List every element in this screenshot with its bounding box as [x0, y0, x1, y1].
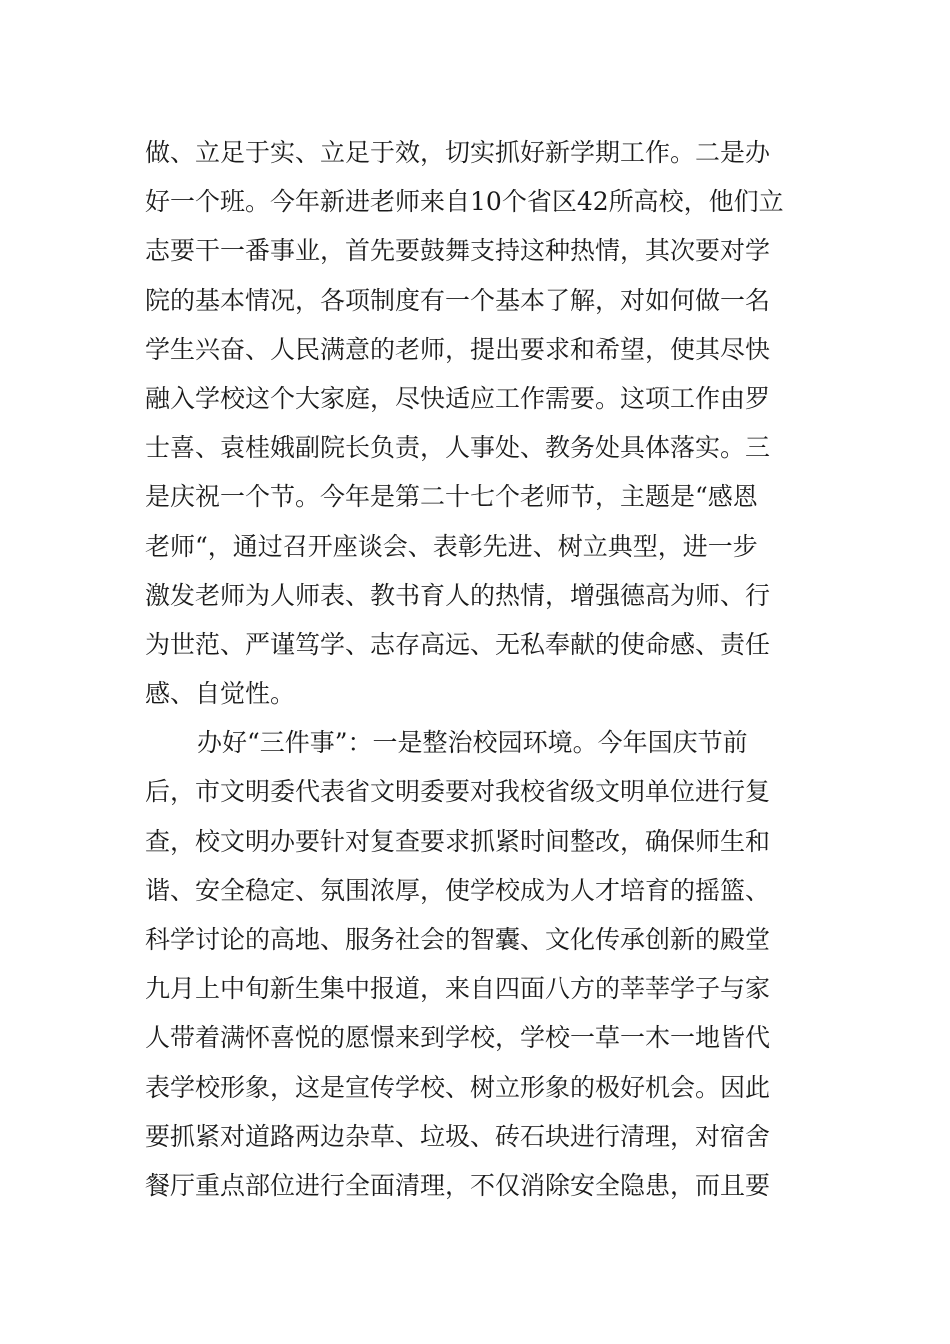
document-body — [145, 128, 815, 1210]
paragraph-1 — [145, 128, 815, 718]
text-line: 要抓紧对道路两边杂草、垃圾、砖石块进行清理，对宿舍 — [145, 1121, 771, 1151]
text-line: 老师“，通过召开座谈会、表彰先进、树立典型，进一步 — [145, 531, 758, 561]
text-line-indented: 办好“三件事”：一是整治校园环境。今年国庆节前 — [197, 728, 748, 758]
text-line: 学生兴奋、人民满意的老师，提出要求和希望，使其尽快 — [145, 334, 771, 364]
text-line: 后，市文明委代表省文明委要对我校省级文明单位进行复 — [145, 777, 771, 807]
text-line: 融入学校这个大家庭，尽快适应工作需要。这项工作由罗 — [145, 383, 771, 413]
text-line: 人带着满怀喜悦的愿憬来到学校，学校一草一木一地皆代 — [145, 1023, 771, 1053]
text-line: 九月上中旬新生集中报道，来自四面八方的莘莘学子与家 — [145, 974, 771, 1004]
text-line: 谐、安全稳定、氛围浓厚，使学校成为人才培育的摇篮、 — [145, 875, 771, 905]
text-line: 好一个班。今年新进老师来自10个省区42所高校，他们立 — [145, 187, 784, 217]
text-line: 餐厅重点部位进行全面清理，不仅消除安全隐患，而且要 — [145, 1170, 771, 1200]
text-line: 士喜、袁桂娥副院长负责，人事处、教务处具体落实。三 — [145, 433, 771, 463]
text-line: 是庆祝一个节。今年是第二十七个老师节，主题是“感恩 — [145, 482, 758, 512]
text-line: 感、自觉性。 — [145, 679, 296, 709]
text-line: 表学校形象，这是宣传学校、树立形象的极好机会。因此 — [145, 1072, 771, 1102]
text-line: 为世范、严谨笃学、志存高远、无私奉献的使命感、责任 — [145, 629, 771, 659]
text-line: 志要干一番事业，首先要鼓舞支持这种热情，其次要对学 — [145, 236, 771, 266]
text-line: 查，校文明办要针对复查要求抓紧时间整改，确保师生和 — [145, 826, 771, 856]
text-line: 激发老师为人师表、教书育人的热情，增强德高为师、行 — [145, 580, 771, 610]
text-line: 科学讨论的高地、服务社会的智囊、文化传承创新的殿堂 — [145, 925, 771, 954]
paragraph-2 — [145, 718, 815, 1210]
text-line: 做、立足于实、立足于效，切实抓好新学期工作。二是办 — [145, 138, 771, 167]
text-line: 院的基本情况，各项制度有一个基本了解，对如何做一名 — [145, 285, 771, 315]
